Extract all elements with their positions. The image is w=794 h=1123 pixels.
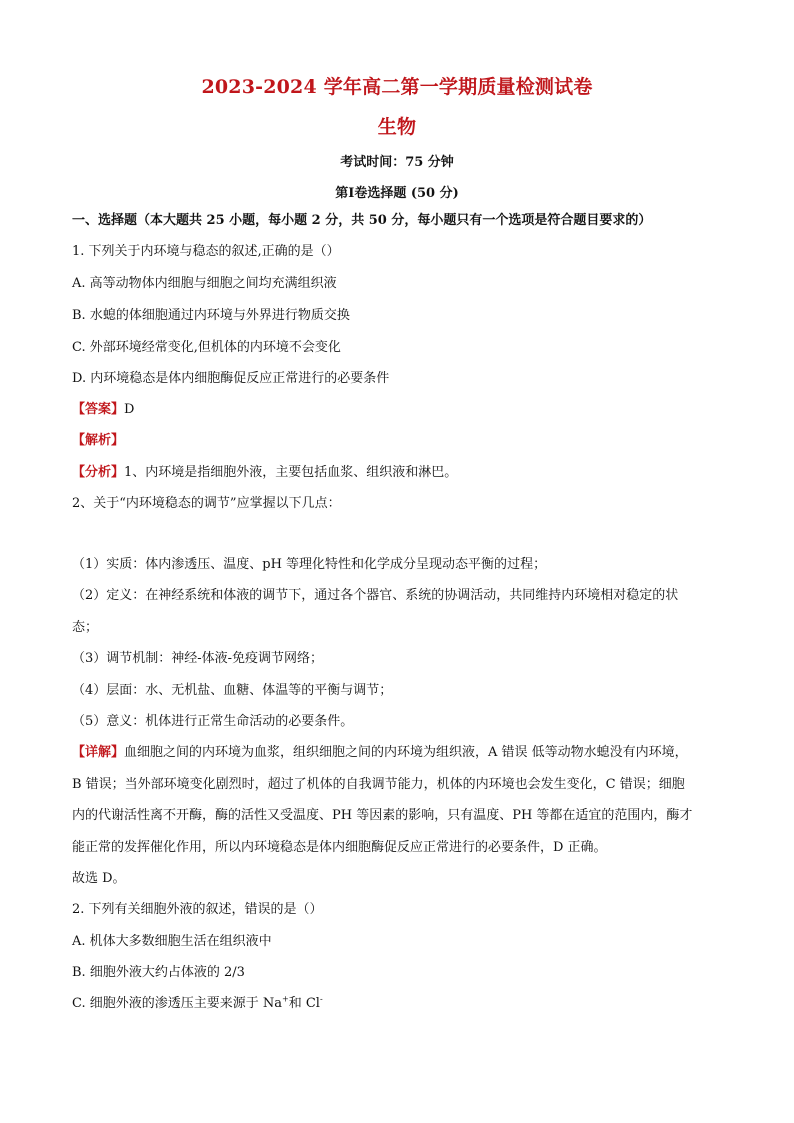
detail-line: 能正常的发挥催化作用，所以内环境稳态是体内细胞酶促反应正常进行的必要条件，D 正确。 <box>72 840 607 855</box>
analysis-point: （2）定义：在神经系统和体液的调节下，通过各个器官、系统的协调活动，共同维持内环境相对稳定的状 <box>72 588 679 603</box>
conclusion: 故选 D。 <box>72 871 126 886</box>
option-c-mid: 和 Cl <box>288 996 320 1011</box>
question-1-answer <box>72 402 732 418</box>
detail-text: 血细胞之间的内环境为血浆，组织细胞之间的内环境为组织液，A 错误 低等动物水螅没有内环境， <box>124 745 688 760</box>
answer-tag: 【答案】 <box>72 402 125 417</box>
detail-line: B 错误；当外部环境变化剧烈时，超过了机体的自我调节能力，机体的内环境也会发生变化，C 错误；细胞 <box>72 777 685 792</box>
detail-line: 内的代谢活性离不开酶，酶的活性又受温度、PH 等因素的影响，只有温度、PH 等都在适宜的范围内，酶才 <box>72 808 693 823</box>
analysis-point: （4）层面：水、无机盐、血糖、体温等的平衡与调节； <box>72 683 393 698</box>
fenxi-tag: 【分析】 <box>72 465 125 480</box>
question-1-option-c: C. 外部环境经常变化,但机体的内环境不会变化 <box>72 340 341 355</box>
option-c-prefix: C. 细胞外液的渗透压主要来源于 Na <box>72 996 283 1011</box>
analysis-point: （3）调节机制：神经-体液-免疫调节网络； <box>72 651 324 666</box>
fenxi-text: 1、内环境是指细胞外液，主要包括血浆、组织液和淋巴。 <box>124 465 458 480</box>
analysis-paragraph-2: 2、关于“内环境稳态的调节”应掌握以下几点： <box>72 496 341 511</box>
detail-line <box>72 745 732 761</box>
question-2-stem: 2. 下列有关细胞外液的叙述，错误的是（） <box>72 902 323 917</box>
analysis-tag: 【解析】 <box>72 433 125 448</box>
analysis-point: 态； <box>72 620 99 635</box>
section-heading: 一、选择题（本大题共 25 小题，每小题 2 分，共 50 分，每小题只有一个选项是符合题目要求的） <box>72 213 652 228</box>
analysis-point: （1）实质：体内渗透压、温度、pH 等理化特性和化学成分呈现动态平衡的过程； <box>72 557 547 572</box>
question-2-option-c <box>72 996 732 1012</box>
question-1-option-d: D. 内环境稳态是体内细胞酶促反应正常进行的必要条件 <box>72 371 390 386</box>
exam-time: 考试时间：75 分钟 <box>340 155 454 170</box>
detail-tag: 【详解】 <box>72 745 125 760</box>
answer-value: D <box>124 402 135 417</box>
part-title: 第Ⅰ卷选择题 (50 分) <box>335 186 459 201</box>
sodium-charge: + <box>282 994 289 1004</box>
question-1-option-b: B. 水螅的体细胞通过内环境与外界进行物质交换 <box>72 308 350 323</box>
exam-title: 2023-2024 学年高二第一学期质量检测试卷 <box>201 76 593 98</box>
analysis-point: （5）意义：机体进行正常生命活动的必要条件。 <box>72 714 354 729</box>
question-2-option-b: B. 细胞外液大约占体液的 2/3 <box>72 965 245 980</box>
question-2-option-a: A. 机体大多数细胞生活在组织液中 <box>72 934 272 949</box>
subject-title: 生物 <box>377 116 417 138</box>
analysis-paragraph-1 <box>72 465 732 481</box>
question-1-stem: 1. 下列关于内环境与稳态的叙述,正确的是（） <box>72 244 340 259</box>
question-1-option-a: A. 高等动物体内细胞与细胞之间均充满组织液 <box>72 276 337 291</box>
chloride-charge: - <box>319 994 323 1004</box>
